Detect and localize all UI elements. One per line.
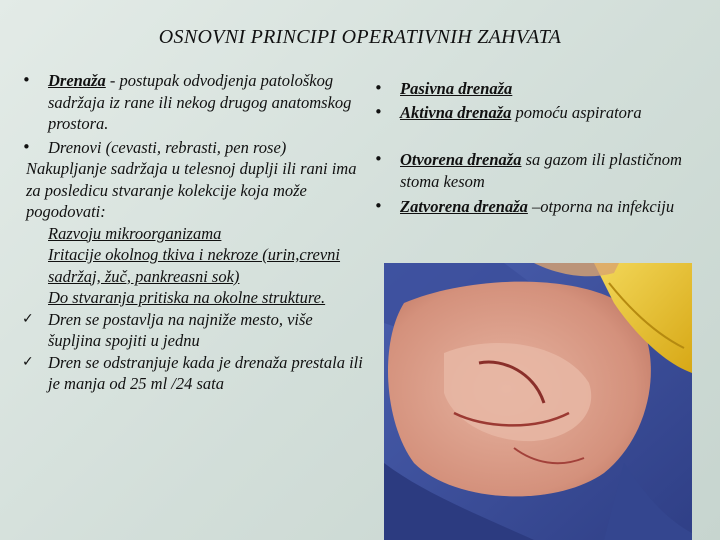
bullet-icon: • <box>374 197 383 215</box>
check-placement-text: Dren se postavlja na najniže mesto, više šupljina spojiti u jednu <box>48 309 313 350</box>
aktivna-text: pomoću aspiratora <box>511 102 642 122</box>
list-item-drenovi <box>22 137 367 159</box>
consequence-pressure: Do stvaranja pritiska na okolne strukture. <box>48 288 326 307</box>
checkmark-icon: ✓ <box>22 353 34 370</box>
list-item-drenaza <box>22 70 367 135</box>
term-zatvorena: Zatvorena drenaža <box>400 197 528 216</box>
bullet-icon: • <box>374 102 383 121</box>
consequence-irritation-text: Iritacije okolnog tkiva i nekroze (urin,crevni sadržaj, žuč, pankreasni sok) <box>48 245 341 286</box>
accumulation-paragraph: Nakupljanje sadržaja u telesnoj duplji ili rani ima za posledicu stvaranje kolekcije koja može pogodovati: <box>26 159 357 221</box>
term-drenaza: Drenaža <box>48 71 106 90</box>
bullet-icon: • <box>374 150 383 168</box>
surgical-photo-illustration <box>384 263 692 540</box>
list-item-otvorena <box>374 149 704 192</box>
list-item-aktivna <box>374 102 704 124</box>
consequence-irritation <box>22 244 367 287</box>
right-column <box>374 78 704 218</box>
surgical-photo <box>384 263 692 540</box>
term-otvorena: Otvorena drenaža <box>400 150 522 169</box>
checkmark-icon: ✓ <box>22 310 34 327</box>
check-item-removal <box>22 352 367 395</box>
bullet-icon: • <box>374 79 383 97</box>
check-removal-text: Dren se odstranjuje kada je drenaža prestala ili je manja od 25 ml /24 sata <box>48 352 363 393</box>
definition-drenaza: - postupak odvodjenja patološkog sadržaja iz rane ili nekog drugog anatomskog prostora. <box>48 71 352 133</box>
list-item-pasivna <box>374 78 704 100</box>
consequence-microorganisms: Razvoju mikroorganizama <box>48 223 222 243</box>
zatvorena-text: –otporna na infekciju <box>527 197 675 216</box>
bullet-icon: • <box>22 71 31 89</box>
left-column <box>22 70 367 395</box>
bullet-icon: • <box>22 137 31 156</box>
term-aktivna: Aktivna drenaža <box>400 102 512 122</box>
otvorena-text: sa gazom ili plastičnom stoma kesom <box>400 150 682 191</box>
drenovi-text: Drenovi (cevasti, rebrasti, pen rose) <box>48 137 287 157</box>
list-item-zatvorena <box>374 196 704 218</box>
check-item-placement <box>22 309 367 352</box>
term-pasivna: Pasivna drenaža <box>400 79 513 98</box>
slide-title: OSNOVNI PRINCIPI OPERATIVNIH ZAHVATA <box>158 26 562 48</box>
